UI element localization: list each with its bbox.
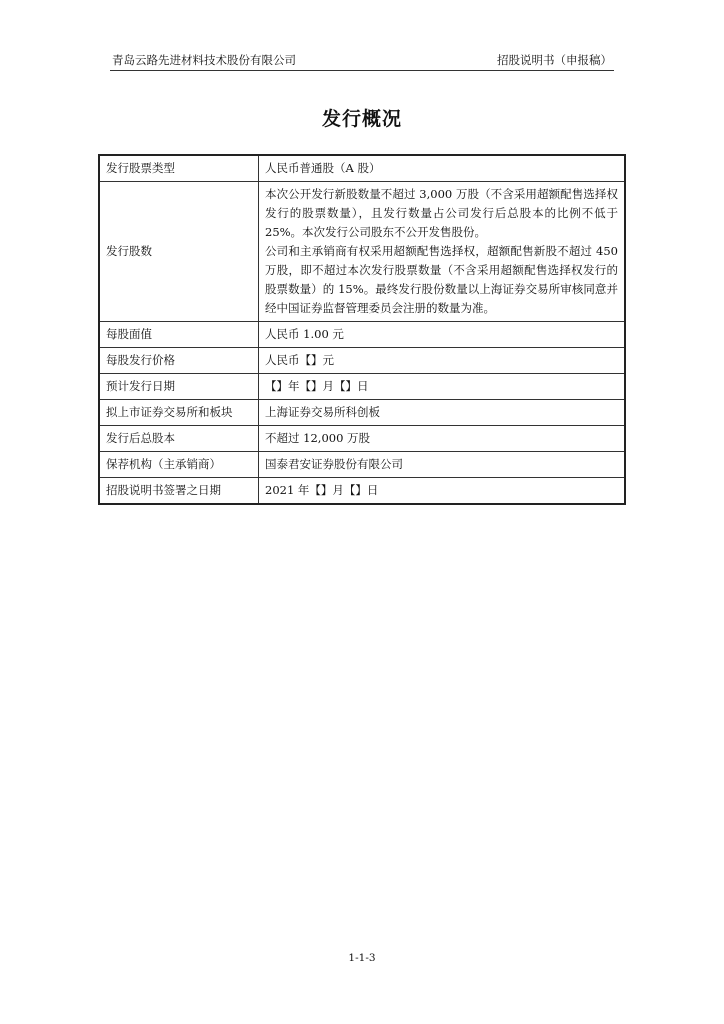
table-row-sponsor <box>99 452 625 478</box>
row-value: 上海证券交易所科创板 <box>259 400 626 426</box>
row-label: 发行股数 <box>99 182 259 322</box>
table-row-stock-type <box>99 155 625 182</box>
table-row-signing-date <box>99 478 625 505</box>
page-number: 1-1-3 <box>348 952 376 964</box>
table-row-issue-date <box>99 374 625 400</box>
row-label: 预计发行日期 <box>99 374 259 400</box>
row-value: 不超过 12,000 万股 <box>259 426 626 452</box>
page-header <box>110 50 614 71</box>
table-row-share-count <box>99 182 625 322</box>
row-label: 每股面值 <box>99 322 259 348</box>
table-row-issue-price <box>99 348 625 374</box>
row-value: 国泰君安证券股份有限公司 <box>259 452 626 478</box>
row-label: 招股说明书签署之日期 <box>99 478 259 505</box>
header-company-name: 青岛云路先进材料技术股份有限公司 <box>112 53 296 67</box>
row-value: 2021 年【】月【】日 <box>259 478 626 505</box>
share-count-paragraph: 本次公开发行新股数量不超过 3,000 万股（不含采用超额配售选择权发行的股票数量），且发行数量占公司发行后总股本的比例不低于 25%。本次发行公司股东不公开发售股份。 <box>265 187 618 239</box>
row-value: 人民币 1.00 元 <box>259 322 626 348</box>
row-value: 人民币【】元 <box>259 348 626 374</box>
row-value: 人民币普通股（A 股） <box>259 155 626 182</box>
table-row-listing-exchange <box>99 400 625 426</box>
row-label: 保荐机构（主承销商） <box>99 452 259 478</box>
overallotment-paragraph: 公司和主承销商有权采用超额配售选择权，超额配售新股不超过 450 万股，即不超过本次发行股票数量（不含采用超额配售选择权发行的股票数量）的 15%。最终发行股份数量以上海证券交易所审核同意并经中国证券监督管理委员会注册的数量为准。 <box>265 244 618 315</box>
row-label: 发行股票类型 <box>99 155 259 182</box>
page-title: 发行概况 <box>321 108 402 130</box>
row-value <box>259 182 626 322</box>
row-label: 拟上市证券交易所和板块 <box>99 400 259 426</box>
table-row-par-value <box>99 322 625 348</box>
table-row-total-shares <box>99 426 625 452</box>
row-value: 【】年【】月【】日 <box>259 374 626 400</box>
row-label: 每股发行价格 <box>99 348 259 374</box>
row-label: 发行后总股本 <box>99 426 259 452</box>
header-document-type: 招股说明书（申报稿） <box>497 53 612 67</box>
offering-overview-table <box>98 154 626 505</box>
